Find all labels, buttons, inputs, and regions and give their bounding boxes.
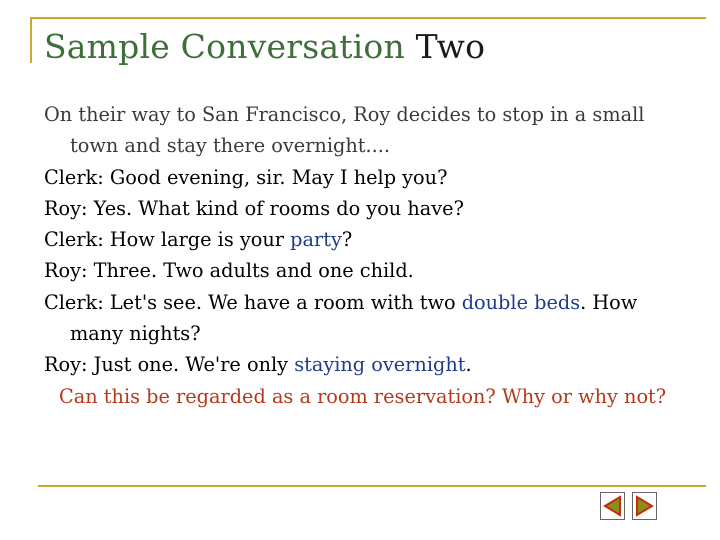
dialogue-text: Let's see. We have a room with two bbox=[103, 290, 462, 314]
right-triangle-icon bbox=[635, 495, 654, 517]
dialogue-line bbox=[44, 349, 684, 380]
intro-line-2: town and stay there overnight.... bbox=[70, 134, 391, 158]
dialogue-text: ? bbox=[341, 228, 353, 252]
speaker-label: Roy: bbox=[44, 259, 88, 283]
dialogue-text: Yes. What kind of rooms do you have? bbox=[87, 196, 464, 220]
dialogue-text-continued: many nights? bbox=[70, 322, 201, 346]
slide-title bbox=[44, 27, 485, 66]
dialogue-line bbox=[44, 255, 684, 286]
top-rule bbox=[30, 17, 706, 19]
dialogue-text: Just one. We're only bbox=[87, 353, 295, 377]
dialogue-line bbox=[44, 162, 684, 193]
left-rule bbox=[30, 17, 32, 63]
dialogue-line bbox=[44, 224, 684, 255]
speaker-label: Clerk: bbox=[44, 228, 104, 252]
highlighted-term: party bbox=[290, 228, 342, 252]
left-triangle-icon bbox=[603, 495, 622, 517]
dialogue-text: Three. Two adults and one child. bbox=[87, 259, 414, 283]
dialogue-text: Good evening, sir. May I help you? bbox=[103, 165, 448, 189]
speaker-label: Clerk: bbox=[44, 290, 104, 314]
dialogue-text: . How bbox=[580, 290, 638, 314]
intro-line-1: On their way to San Francisco, Roy decides to stop in a small bbox=[44, 103, 645, 126]
highlighted-term: staying overnight bbox=[294, 353, 466, 377]
slide-body bbox=[44, 99, 684, 412]
intro-paragraph bbox=[44, 99, 684, 162]
dialogue-text: How large is your bbox=[103, 228, 291, 252]
dialogue-text: . bbox=[465, 353, 472, 377]
bottom-rule bbox=[38, 485, 706, 487]
speaker-label: Roy: bbox=[44, 353, 88, 377]
speaker-label: Roy: bbox=[44, 196, 88, 220]
speaker-label: Clerk: bbox=[44, 165, 104, 189]
dialogue-line bbox=[44, 193, 684, 224]
highlighted-term: double beds bbox=[461, 290, 581, 314]
dialogue-line bbox=[44, 287, 684, 350]
title-part-1: Sample Conversation bbox=[44, 27, 405, 66]
next-slide-button[interactable] bbox=[632, 492, 657, 520]
title-part-2: Two bbox=[415, 27, 486, 66]
discussion-question: Can this be regarded as a room reservation? Why or why not? bbox=[59, 384, 667, 408]
previous-slide-button[interactable] bbox=[600, 492, 625, 520]
